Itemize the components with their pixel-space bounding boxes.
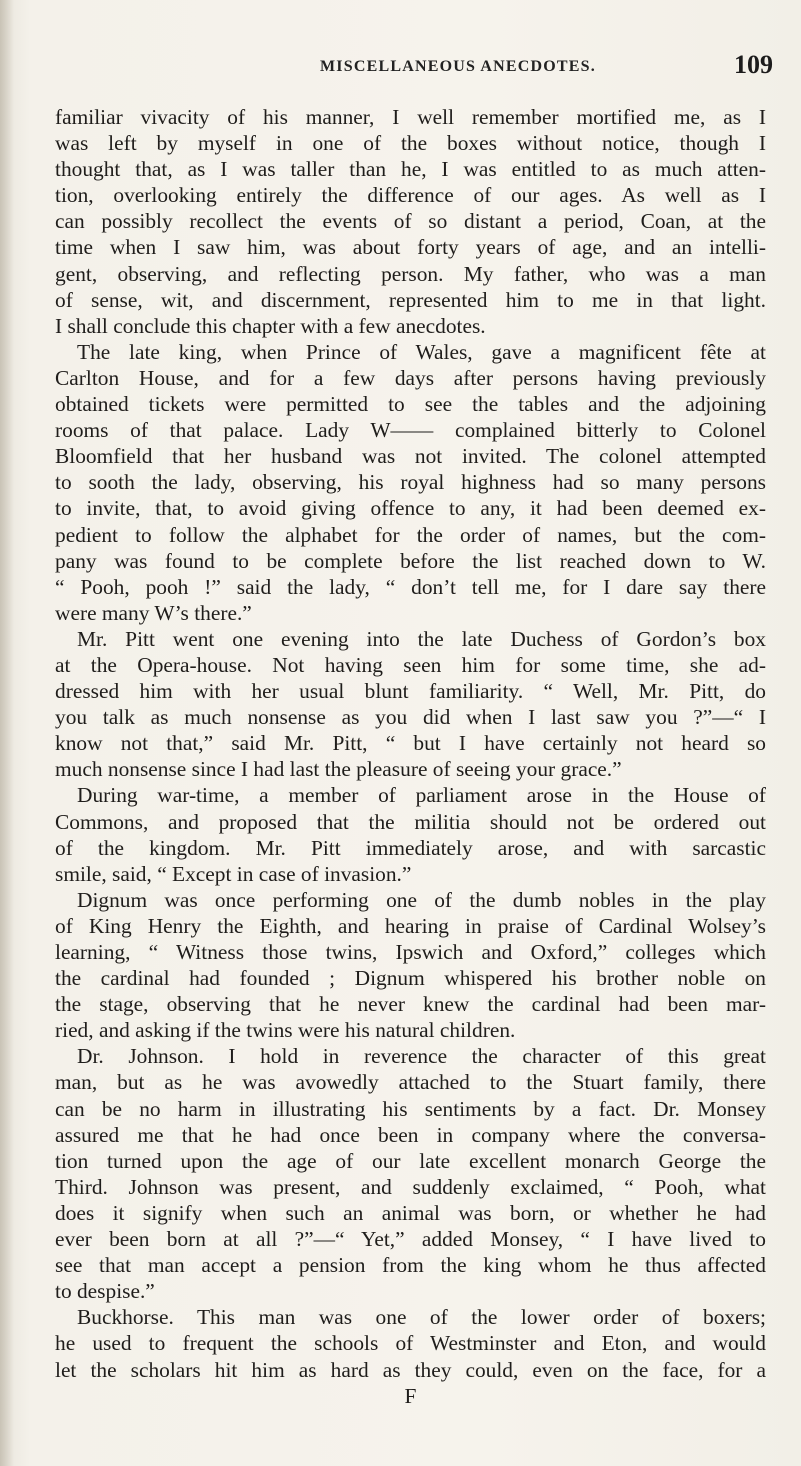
text-line: Dr. Johnson. I hold in reverence the character of this great	[77, 1044, 766, 1069]
text-line: he used to frequent the schools of Westminster and Eton, and would	[55, 1331, 766, 1356]
text-line: smile, said, “ Except in case of invasion.”	[55, 861, 412, 886]
text-line: does it signify when such an animal was born, or whether he had	[55, 1200, 766, 1225]
text-line: ever been born at all ?”—“ Yet,” added Monsey, “ I have lived to	[55, 1227, 766, 1252]
page-number: 109	[734, 50, 773, 79]
text-line: let the scholars hit him as hard as they could, even on the face, for a	[55, 1357, 766, 1382]
text-line: of sense, wit, and discernment, represented him to me in that light.	[55, 287, 766, 312]
text-line: of King Henry the Eighth, and hearing in praise of Cardinal Wolsey’s	[55, 913, 766, 938]
text-line: The late king, when Prince of Wales, gave a magnificent fête at	[77, 339, 766, 364]
text-line: know not that,” said Mr. Pitt, “ but I have certainly not heard so	[55, 731, 766, 756]
text-line: to despise.”	[55, 1279, 155, 1304]
text-line: can possibly recollect the events of so distant a period, Coan, at the	[55, 209, 766, 234]
text-line: thought that, as I was taller than he, I was entitled to as much atten-	[55, 157, 766, 182]
text-line: ried, and asking if the twins were his natural children.	[55, 1018, 516, 1043]
text-line: I shall conclude this chapter with a few anecdotes.	[55, 313, 486, 338]
text-line: see that man accept a pension from the king whom he thus affected	[55, 1253, 766, 1278]
text-line: man, but as he was avowedly attached to the Stuart family, there	[55, 1070, 766, 1095]
text-line: familiar vivacity of his manner, I well remember mortified me, as I	[55, 105, 766, 129]
text-line: Mr. Pitt went one evening into the late Duchess of Gordon’s box	[77, 626, 766, 651]
text-line: Dignum was once performing one of the dumb nobles in the play	[77, 887, 766, 912]
text-line: assured me that he had once been in company where the conversa-	[55, 1122, 766, 1147]
text-line: Buckhorse. This man was one of the lower order of boxers;	[77, 1305, 766, 1330]
text-line: can be no harm in illustrating his sentiments by a fact. Dr. Monsey	[55, 1096, 766, 1121]
text-line: dressed him with her usual blunt familiarity. “ Well, Mr. Pitt, do	[55, 679, 766, 704]
text-line: tion turned upon the age of our late excellent monarch George the	[55, 1148, 766, 1173]
text-line: were many W’s there.”	[55, 600, 252, 625]
text-line: gent, observing, and reflecting person. My father, who was a man	[55, 261, 766, 286]
body-text	[55, 104, 766, 1409]
text-line: Commons, and proposed that the militia should not be ordered out	[55, 809, 766, 834]
text-line: pany was found to be complete before the list reached down to W.	[55, 548, 766, 573]
text-line: “ Pooh, pooh !” said the lady, “ don’t tell me, for I dare say there	[55, 574, 766, 599]
text-line: the cardinal had founded ; Dignum whispered his brother noble on	[55, 966, 766, 991]
text-line: Carlton House, and for a few days after persons having previously	[55, 365, 766, 390]
text-line: pedient to follow the alphabet for the order of names, but the com-	[55, 522, 766, 547]
text-line: obtained tickets were permitted to see the tables and the adjoining	[55, 392, 766, 417]
text-line: of the kingdom. Mr. Pitt immediately arose, and with sarcastic	[55, 835, 766, 860]
text-line: to sooth the lady, observing, his royal highness had so many persons	[55, 470, 766, 495]
text-line: was left by myself in one of the boxes without notice, though I	[55, 131, 766, 156]
text-line: to invite, that, to avoid giving offence to any, it had been deemed ex-	[55, 496, 766, 521]
running-head: MISCELLANEOUS ANECDOTES.	[320, 58, 596, 75]
text-line: Bloomfield that her husband was not invited. The colonel attempted	[55, 444, 766, 469]
text-line: at the Opera-house. Not having seen him for some time, she ad-	[55, 652, 766, 677]
text-line: During war-time, a member of parliament arose in the House of	[77, 783, 766, 808]
text-line: the stage, observing that he never knew the cardinal had been mar-	[55, 992, 766, 1017]
signature-mark: F	[404, 1383, 417, 1408]
text-line: time when I saw him, was about forty years of age, and an intelli-	[55, 235, 766, 260]
text-line: you talk as much nonsense as you did when I last saw you ?”—“ I	[55, 705, 766, 730]
text-line: tion, overlooking entirely the difference of our ages. As well as I	[55, 183, 766, 208]
page-header	[0, 50, 801, 80]
text-line: rooms of that palace. Lady W—— complained bitterly to Colonel	[55, 418, 766, 443]
binding-gutter-shadow	[0, 0, 14, 1466]
text-line: much nonsense since I had last the pleasure of seeing your grace.”	[55, 757, 622, 782]
text-line: learning, “ Witness those twins, Ipswich and Oxford,” colleges which	[55, 940, 766, 964]
text-line: Third. Johnson was present, and suddenly exclaimed, “ Pooh, what	[55, 1174, 766, 1199]
